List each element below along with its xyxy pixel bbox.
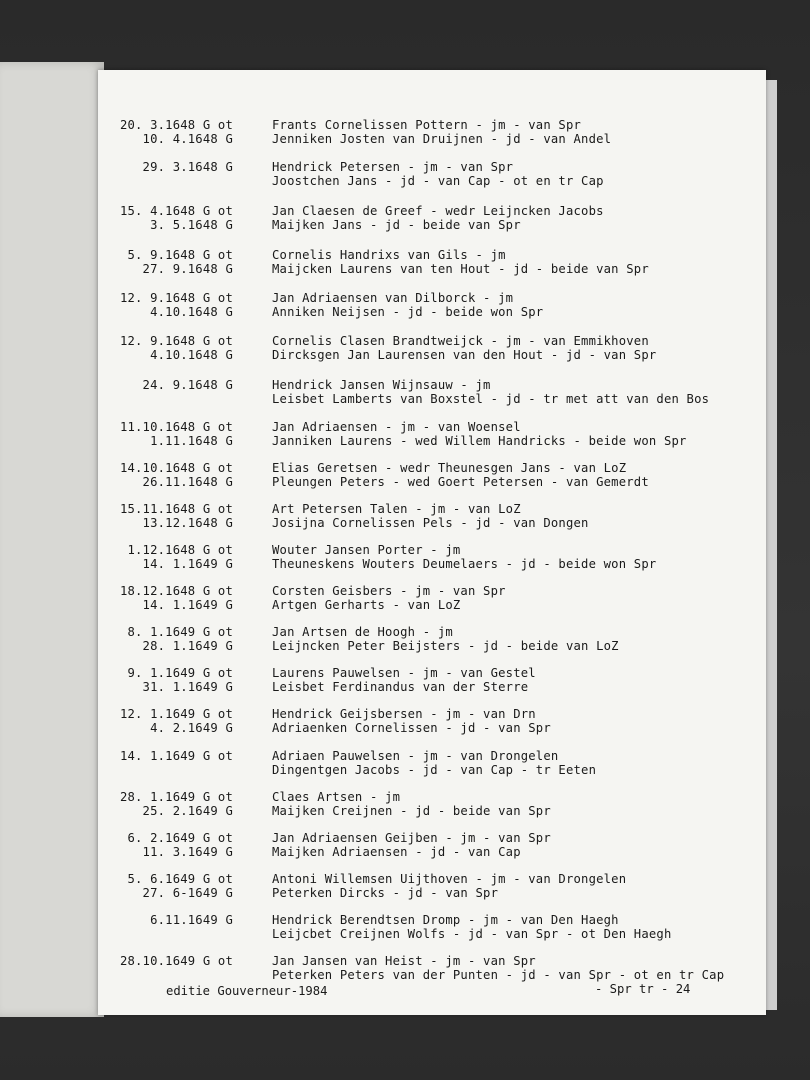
record-text-2: Josijna Cornelissen Pels - jd - van Dongen <box>272 516 589 530</box>
record-text-1: Claes Artsen - jm <box>272 790 401 804</box>
record-date-2: 4.10.1648 G <box>150 305 233 319</box>
record-text-2: Leisbet Lamberts van Boxstel - jd - tr met att van den Bos <box>272 392 710 406</box>
page-number: 24 <box>675 982 691 996</box>
record-text-2: Theuneskens Wouters Deumelaers - jd - beide won Spr <box>272 557 657 571</box>
record-date-1: 6. 2.1649 G ot <box>127 831 233 845</box>
record-date-2: 25. 2.1649 G <box>142 804 233 818</box>
record-text-2: Janniken Laurens - wed Willem Handricks - beide won Spr <box>272 434 687 448</box>
record-date-1: 11.10.1648 G ot <box>119 420 233 434</box>
document-page <box>98 70 766 1015</box>
record-date-1: 1.12.1648 G ot <box>127 543 233 557</box>
record-date-2: 3. 5.1648 G <box>150 218 233 232</box>
record-date-1: 29. 3.1648 G <box>142 160 233 174</box>
record-text-2: Artgen Gerharts - van LoZ <box>272 598 461 612</box>
record-date-1: 15. 4.1648 G ot <box>119 204 233 218</box>
record-text-2: Leijcbet Creijnen Wolfs - jd - van Spr - ot Den Haegh <box>272 927 672 941</box>
record-text-2: Peterken Dircks - jd - van Spr <box>272 886 499 900</box>
record-text-1: Hendrick Berendtsen Dromp - jm - van Den Haegh <box>272 913 619 927</box>
record-text-1: Wouter Jansen Porter - jm <box>272 543 461 557</box>
record-text-2: Maijken Creijnen - jd - beide van Spr <box>272 804 551 818</box>
record-text-1: Corsten Geisbers - jm - van Spr <box>272 584 506 598</box>
record-date-2: 31. 1.1649 G <box>142 680 233 694</box>
record-date-2: 11. 3.1649 G <box>142 845 233 859</box>
record-text-2: Dingentgen Jacobs - jd - van Cap - tr Eeten <box>272 763 597 777</box>
record-date-1: 15.11.1648 G ot <box>119 502 233 516</box>
record-date-1: 24. 9.1648 G <box>142 378 233 392</box>
record-text-1: Jan Adriaensen Geijben - jm - van Spr <box>272 831 551 845</box>
record-text-2: Maijken Adriaensen - jd - van Cap <box>272 845 521 859</box>
record-text-1: Cornelis Handrixs van Gils - jm <box>272 248 506 262</box>
record-text-1: Hendrick Petersen - jm - van Spr <box>272 160 514 174</box>
record-text-1: Elias Geretsen - wedr Theunesgen Jans - van LoZ <box>272 461 627 475</box>
record-text-1: Jan Adriaensen van Dilborck - jm <box>272 291 514 305</box>
record-date-2: 26.11.1648 G <box>142 475 233 489</box>
record-date-1: 14. 1.1649 G ot <box>119 749 233 763</box>
record-date-1: 12. 9.1648 G ot <box>119 291 233 305</box>
record-text-2: Dircksgen Jan Laurensen van den Hout - jd - van Spr <box>272 348 657 362</box>
record-text-1: Jan Artsen de Hoogh - jm <box>272 625 453 639</box>
record-text-2: Leijncken Peter Beijsters - jd - beide van LoZ <box>272 639 619 653</box>
record-date-1: 18.12.1648 G ot <box>119 584 233 598</box>
record-date-1: 5. 9.1648 G ot <box>127 248 233 262</box>
record-date-1: 20. 3.1648 G ot <box>119 118 233 132</box>
record-text-2: Leisbet Ferdinandus van der Sterre <box>272 680 529 694</box>
footer-page-marker <box>595 982 690 996</box>
record-text-1: Cornelis Clasen Brandtweijck - jm - van Emmikhoven <box>272 334 649 348</box>
record-text-1: Art Petersen Talen - jm - van LoZ <box>272 502 521 516</box>
record-text-1: Jan Claesen de Greef - wedr Leijncken Jacobs <box>272 204 604 218</box>
record-text-2: Maijken Jans - jd - beide van Spr <box>272 218 521 232</box>
record-text-1: Laurens Pauwelsen - jm - van Gestel <box>272 666 536 680</box>
record-date-1: 28.10.1649 G ot <box>119 954 233 968</box>
record-date-1: 12. 1.1649 G ot <box>119 707 233 721</box>
record-text-2: Anniken Neijsen - jd - beide won Spr <box>272 305 544 319</box>
record-date-2: 4.10.1648 G <box>150 348 233 362</box>
record-date-2: 27. 6-1649 G <box>142 886 233 900</box>
record-text-1: Jan Adriaensen - jm - van Woensel <box>272 420 521 434</box>
record-text-1: Jan Jansen van Heist - jm - van Spr <box>272 954 536 968</box>
record-text-2: Peterken Peters van der Punten - jd - van Spr - ot en tr Cap <box>272 968 725 982</box>
facing-page <box>0 62 104 1017</box>
record-date-2: 14. 1.1649 G <box>142 598 233 612</box>
record-text-1: Hendrick Geijsbersen - jm - van Drn <box>272 707 536 721</box>
record-date-1: 12. 9.1648 G ot <box>119 334 233 348</box>
record-text-2: Maijcken Laurens van ten Hout - jd - beide van Spr <box>272 262 649 276</box>
record-date-2: 4. 2.1649 G <box>150 721 233 735</box>
record-date-2: 1.11.1648 G <box>150 434 233 448</box>
record-date-1: 6.11.1649 G <box>150 913 233 927</box>
footer-section: - Spr tr - <box>595 982 669 996</box>
record-text-2: Joostchen Jans - jd - van Cap - ot en tr Cap <box>272 174 604 188</box>
record-date-2: 28. 1.1649 G <box>142 639 233 653</box>
record-text-1: Antoni Willemsen Uijthoven - jm - van Drongelen <box>272 872 627 886</box>
record-text-1: Adriaen Pauwelsen - jm - van Drongelen <box>272 749 559 763</box>
record-text-2: Pleungen Peters - wed Goert Petersen - van Gemerdt <box>272 475 649 489</box>
record-date-2: 13.12.1648 G <box>142 516 233 530</box>
footer-edition: editie Gouverneur-1984 <box>166 984 328 998</box>
record-text-2: Jenniken Josten van Druijnen - jd - van Andel <box>272 132 612 146</box>
record-date-1: 28. 1.1649 G ot <box>119 790 233 804</box>
record-text-1: Hendrick Jansen Wijnsauw - jm <box>272 378 491 392</box>
record-date-2: 10. 4.1648 G <box>142 132 233 146</box>
record-date-1: 9. 1.1649 G ot <box>127 666 233 680</box>
record-date-1: 8. 1.1649 G ot <box>127 625 233 639</box>
record-text-1: Frants Cornelissen Pottern - jm - van Spr <box>272 118 582 132</box>
record-date-1: 14.10.1648 G ot <box>119 461 233 475</box>
record-text-2: Adriaenken Cornelissen - jd - van Spr <box>272 721 551 735</box>
record-date-1: 5. 6.1649 G ot <box>127 872 233 886</box>
record-date-2: 27. 9.1648 G <box>142 262 233 276</box>
record-date-2: 14. 1.1649 G <box>142 557 233 571</box>
